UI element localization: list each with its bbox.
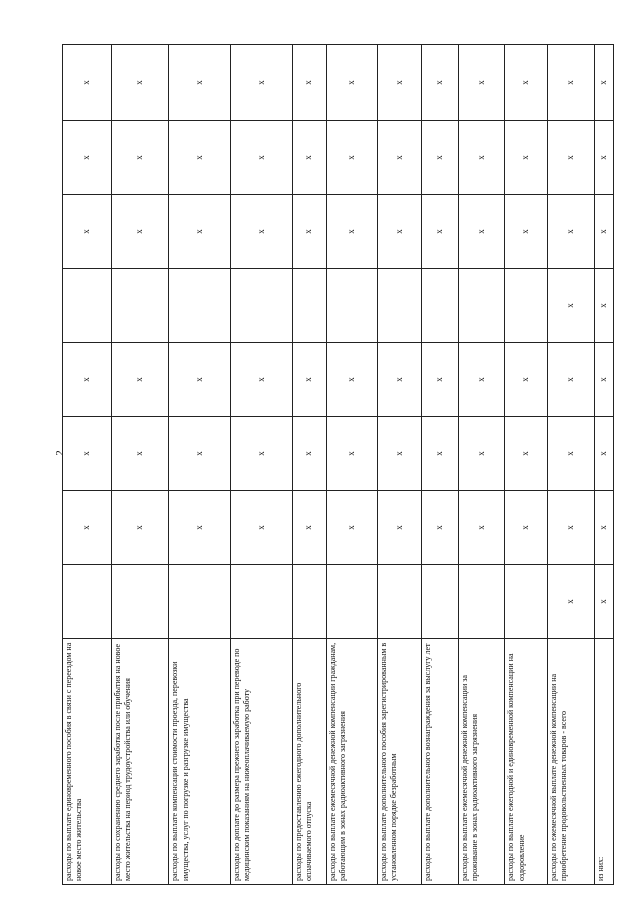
cell-mark: х (169, 417, 231, 491)
cell-mark: х (231, 491, 293, 565)
cell-mark: х (458, 45, 505, 121)
table-row (377, 45, 422, 885)
cell-mark: х (505, 195, 548, 269)
row-label: расходы по выплате ежемесячной денежной компенсации гражданам, работающим в зонах радиоактивного загрязнения (326, 639, 377, 885)
cell-mark: х (594, 121, 613, 195)
cell-mark: х (63, 121, 112, 195)
row-label: расходы по предоставлению ежегодного дополнительного оплачиваемого отпуска (292, 639, 326, 885)
cell-mark: х (169, 195, 231, 269)
cell-mark: х (63, 343, 112, 417)
table-row (458, 45, 505, 885)
table-row (505, 45, 548, 885)
cell-mark: х (63, 417, 112, 491)
cell-mark: х (326, 491, 377, 565)
row-label: расходы по доплате до размера прежнего заработка при переводе по медицинским показаниям на нижеоплачиваемую работу (231, 639, 293, 885)
cell-mark: х (547, 491, 594, 565)
empty-cell (377, 565, 422, 639)
table-row (63, 45, 112, 885)
cell-mark: х (458, 121, 505, 195)
empty-cell (111, 269, 168, 343)
cell-mark: х (231, 195, 293, 269)
cell-mark: х (594, 417, 613, 491)
cell-mark: х (547, 45, 594, 121)
cell-mark: х (169, 491, 231, 565)
empty-cell (422, 565, 458, 639)
cell-mark: х (458, 195, 505, 269)
table-row (111, 45, 168, 885)
empty-cell (422, 269, 458, 343)
cell-mark: х (594, 565, 613, 639)
table-row (594, 45, 613, 885)
row-label: расходы по выплате ежемесячной денежной компенсации за проживание в зонах радиоактивного загрязнения (458, 639, 505, 885)
cell-mark: х (458, 491, 505, 565)
table-row (326, 45, 377, 885)
empty-cell (169, 269, 231, 343)
cell-mark: х (63, 491, 112, 565)
cell-mark: х (111, 491, 168, 565)
cell-mark: х (377, 491, 422, 565)
table-row (547, 45, 594, 885)
cell-mark: х (505, 45, 548, 121)
cell-mark: х (326, 195, 377, 269)
empty-cell (458, 565, 505, 639)
cell-mark: х (422, 343, 458, 417)
row-label: расходы по ежемесячной выплате денежной компенсации на приобретение продовольственных товаров - всего (547, 639, 594, 885)
cell-mark: х (547, 269, 594, 343)
cell-mark: х (63, 45, 112, 121)
cell-mark: х (458, 417, 505, 491)
empty-cell (505, 565, 548, 639)
cell-mark: х (422, 45, 458, 121)
row-label: расходы по выплате компенсации стоимости проезда, перевозки имущества, услуг по погрузке и разгрузке имущества (169, 639, 231, 885)
empty-cell (169, 565, 231, 639)
cell-mark: х (377, 195, 422, 269)
cell-mark: х (377, 343, 422, 417)
row-label: расходы по выплате единовременного пособия в связи с переездом на новое место жительства (63, 639, 112, 885)
cell-mark: х (111, 121, 168, 195)
cell-mark: х (547, 195, 594, 269)
row-label: расходы по сохранению среднего заработка после прибытия на новое место жительства на период трудоустройства или обучения (111, 639, 168, 885)
empty-cell (292, 269, 326, 343)
table-row (422, 45, 458, 885)
expense-table-body (63, 45, 614, 885)
table-row (231, 45, 293, 885)
cell-mark: х (326, 417, 377, 491)
cell-mark: х (458, 343, 505, 417)
cell-mark: х (422, 121, 458, 195)
cell-mark: х (326, 121, 377, 195)
cell-mark: х (505, 417, 548, 491)
page-number: 2 (54, 450, 66, 456)
cell-mark: х (547, 343, 594, 417)
table-row (292, 45, 326, 885)
empty-cell (326, 269, 377, 343)
cell-mark: х (326, 343, 377, 417)
empty-cell (377, 269, 422, 343)
cell-mark: х (231, 343, 293, 417)
cell-mark: х (594, 491, 613, 565)
empty-cell (292, 565, 326, 639)
row-label: расходы по выплате дополнительного пособия зарегистрированным в установленном порядке безработным (377, 639, 422, 885)
cell-mark: х (594, 45, 613, 121)
cell-mark: х (111, 417, 168, 491)
cell-mark: х (292, 121, 326, 195)
cell-mark: х (231, 121, 293, 195)
cell-mark: х (422, 195, 458, 269)
cell-mark: х (594, 195, 613, 269)
cell-mark: х (169, 45, 231, 121)
empty-cell (458, 269, 505, 343)
cell-mark: х (63, 195, 112, 269)
cell-mark: х (169, 343, 231, 417)
cell-mark: х (231, 45, 293, 121)
cell-mark: х (547, 565, 594, 639)
cell-mark: х (422, 491, 458, 565)
empty-cell (231, 565, 293, 639)
cell-mark: х (422, 417, 458, 491)
cell-mark: х (377, 45, 422, 121)
cell-mark: х (505, 491, 548, 565)
cell-mark: х (111, 45, 168, 121)
cell-mark: х (292, 417, 326, 491)
cell-mark: х (547, 121, 594, 195)
row-label: расходы по выплате ежегодной и единовременной компенсации на оздоровление (505, 639, 548, 885)
cell-mark: х (169, 121, 231, 195)
cell-mark: х (505, 343, 548, 417)
cell-mark: х (505, 121, 548, 195)
empty-cell (63, 269, 112, 343)
cell-mark: х (292, 491, 326, 565)
cell-mark: х (292, 45, 326, 121)
cell-mark: х (594, 343, 613, 417)
cell-mark: х (377, 121, 422, 195)
empty-cell (326, 565, 377, 639)
cell-mark: х (547, 417, 594, 491)
row-label: расходы по выплате дополнительного вознаграждения за выслугу лет (422, 639, 458, 885)
cell-mark: х (594, 269, 613, 343)
empty-cell (63, 565, 112, 639)
expense-table (62, 44, 614, 885)
cell-mark: х (292, 343, 326, 417)
cell-mark: х (326, 45, 377, 121)
cell-mark: х (377, 417, 422, 491)
empty-cell (231, 269, 293, 343)
row-label: из них: (594, 639, 613, 885)
cell-mark: х (111, 195, 168, 269)
cell-mark: х (231, 417, 293, 491)
cell-mark: х (292, 195, 326, 269)
cell-mark: х (111, 343, 168, 417)
empty-cell (505, 269, 548, 343)
empty-cell (111, 565, 168, 639)
table-row (169, 45, 231, 885)
